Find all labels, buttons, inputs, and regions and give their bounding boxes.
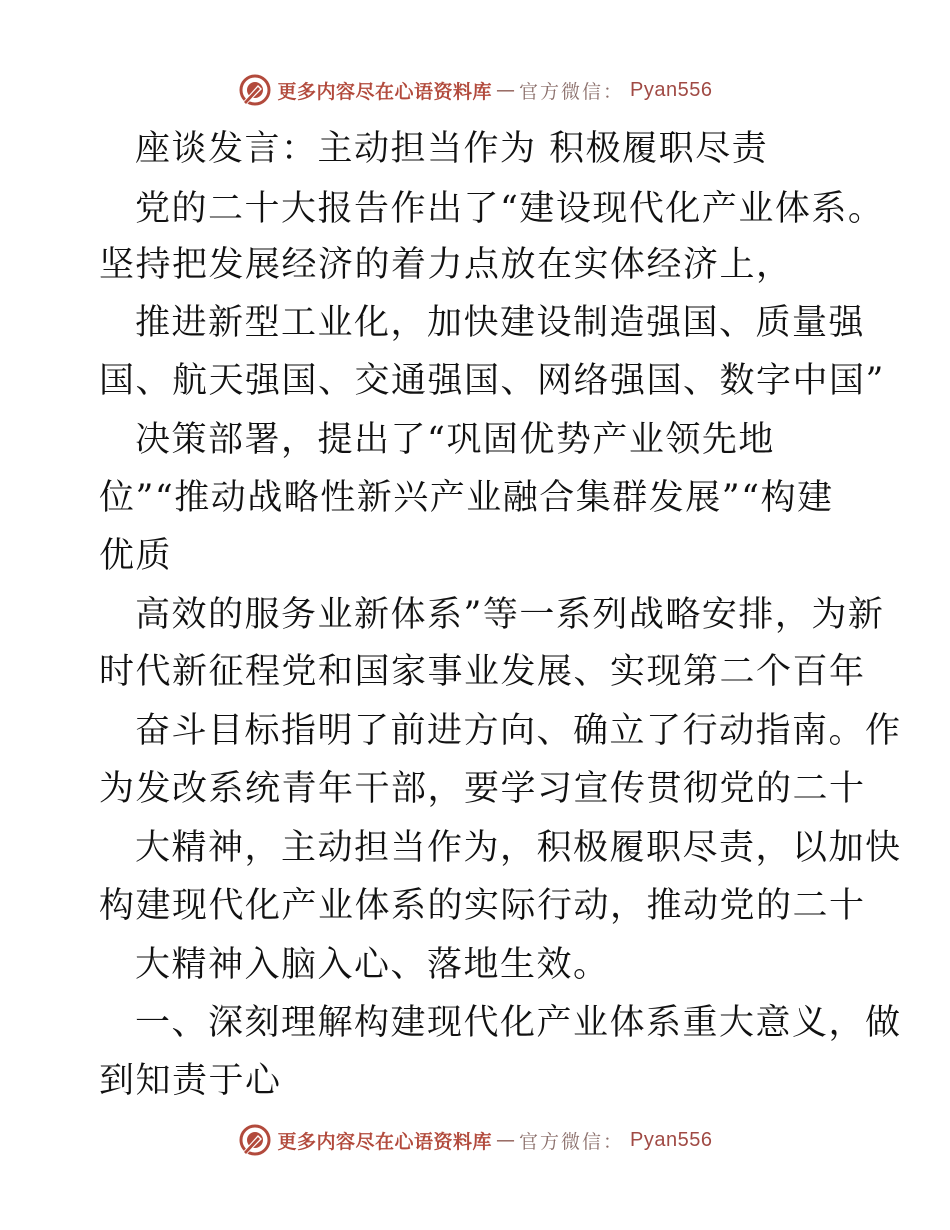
watermark-dash: — (496, 1129, 516, 1151)
watermark-brand: 更多内容尽在心语资料库 (277, 1130, 493, 1153)
pen-logo-icon (238, 1123, 272, 1157)
document-title: 座谈发言：主动担当作为 积极履职尽责 (135, 129, 769, 169)
paragraph-line: 高效的服务业新体系”等一系列战略安排，为新 (135, 595, 885, 635)
watermark-label: 官方微信： (519, 1130, 625, 1153)
paragraph-line: 大精神入脑入心、落地生效。 (135, 945, 610, 985)
watermark-wechat-id: Pyan556 (630, 1128, 713, 1151)
watermark-brand: 更多内容尽在心语资料库 (277, 80, 493, 103)
section-heading: 到知责于心 (99, 1061, 282, 1101)
paragraph-line: 构建现代化产业体系的实际行动，推动党的二十 (99, 886, 866, 926)
watermark-dash: — (496, 79, 516, 101)
paragraph-line: 推进新型工业化，加快建设制造强国、质量强 (135, 303, 866, 343)
watermark-wechat-id: Pyan556 (630, 78, 713, 101)
footer-watermark (0, 1122, 950, 1158)
paragraph-line: 优质 (99, 536, 173, 576)
paragraph-line: 为发改系统青年干部，要学习宣传贯彻党的二十 (99, 769, 866, 809)
paragraph-line: 时代新征程党和国家事业发展、实现第二个百年 (99, 652, 866, 692)
pen-logo-icon (238, 73, 272, 107)
section-heading: 一、深刻理解构建现代化产业体系重大意义，做 (135, 1003, 902, 1043)
paragraph-line: 国、航天强国、交通强国、网络强国、数字中国” (99, 361, 885, 401)
watermark-label: 官方微信： (519, 80, 625, 103)
header-watermark (0, 72, 950, 108)
paragraph-line: 奋斗目标指明了前进方向、确立了行动指南。作 (135, 711, 902, 751)
paragraph-line: 大精神，主动担当作为，积极履职尽责，以加快 (135, 828, 902, 868)
paragraph-line: 坚持把发展经济的着力点放在实体经济上， (99, 245, 793, 285)
paragraph-line: 位”“推动战略性新兴产业融合集群发展”“构建 (99, 478, 834, 518)
paragraph-line: 决策部署，提出了“巩固优势产业领先地 (135, 420, 775, 460)
paragraph-line: 党的二十大报告作出了“建设现代化产业体系。 (135, 189, 885, 229)
